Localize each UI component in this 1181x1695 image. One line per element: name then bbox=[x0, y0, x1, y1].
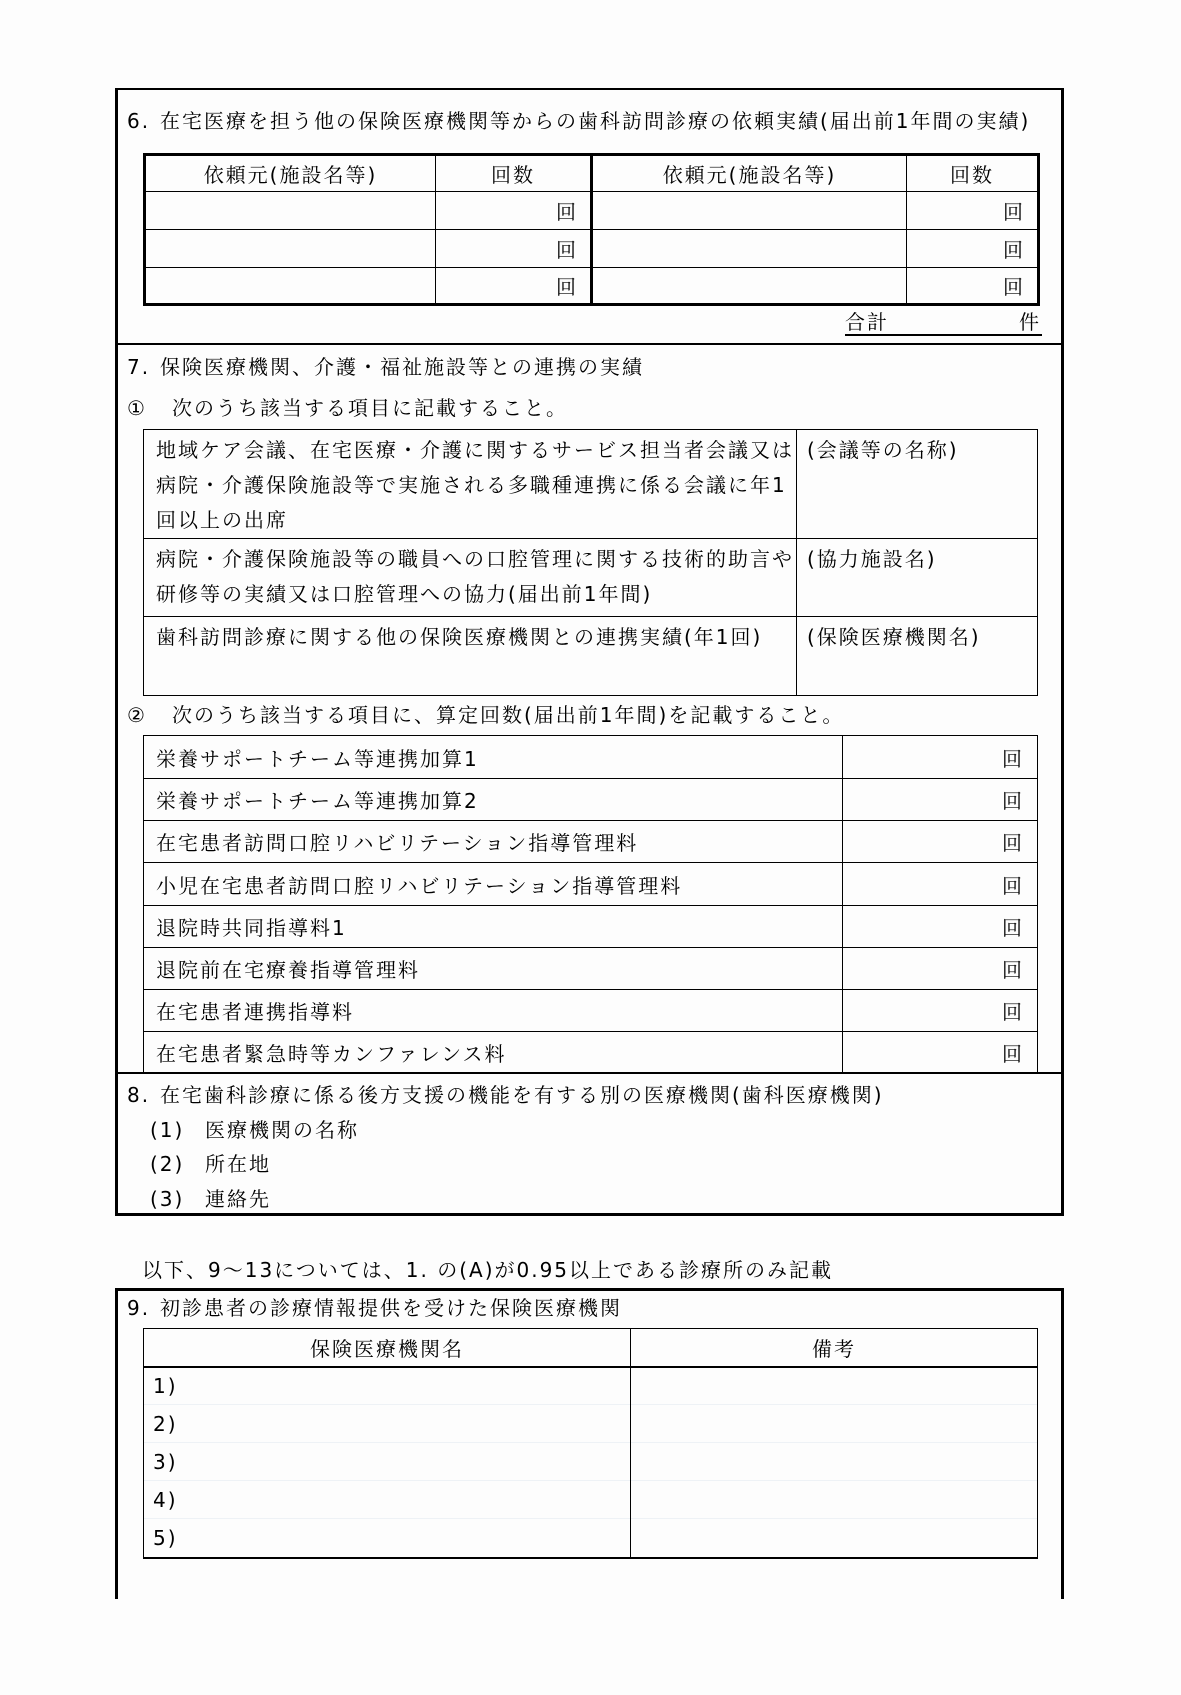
remarks-cell bbox=[631, 1519, 1038, 1558]
collaboration-description bbox=[144, 539, 797, 617]
requester-cell bbox=[592, 230, 907, 268]
section8-item-marker: (1) bbox=[150, 1118, 185, 1142]
total-label: 合計 bbox=[845, 310, 889, 334]
row-number: 4) bbox=[144, 1481, 631, 1519]
requester-cell bbox=[145, 230, 436, 268]
sub1-marker: ① bbox=[127, 396, 147, 420]
institution-name-cell: (保険医療機関名) bbox=[797, 617, 1038, 696]
section8-item-marker: (2) bbox=[150, 1152, 185, 1176]
section9-title: 初診患者の診療情報提供を受けた保険医療機関 bbox=[160, 1296, 622, 1320]
row-number: 1) bbox=[144, 1367, 631, 1405]
table-row bbox=[144, 1367, 1038, 1405]
header-institution-name: 保険医療機関名 bbox=[144, 1329, 631, 1367]
requester-cell bbox=[145, 192, 436, 230]
billing-item-label: 小児在宅患者訪問口腔リハビリテーション指導管理料 bbox=[144, 863, 843, 906]
count-cell: 回 bbox=[436, 268, 592, 305]
billing-item-label: 在宅患者緊急時等カンファレンス料 bbox=[144, 1032, 843, 1074]
header-requester-2: 依頼元(施設名等) bbox=[592, 155, 907, 192]
table-row bbox=[144, 948, 1038, 990]
description-line: 研修等の実績又は口腔管理への協力(届出前1年間) bbox=[156, 582, 653, 606]
section8-item-marker: (3) bbox=[150, 1187, 185, 1211]
count-cell: 回 bbox=[436, 230, 592, 268]
section6-title: 在宅医療を担う他の保険医療機関等からの歯科訪問診療の依頼実績(届出前1年間の実績) bbox=[160, 109, 1031, 133]
collaboration-description bbox=[144, 617, 797, 696]
section7-number: 7. bbox=[127, 355, 151, 379]
table-row bbox=[144, 1443, 1038, 1481]
row-number: 3) bbox=[144, 1443, 631, 1481]
section8-number: 8. bbox=[127, 1083, 151, 1107]
remarks-cell bbox=[631, 1367, 1038, 1405]
table-row bbox=[144, 430, 1038, 539]
billing-item-label: 在宅患者連携指導料 bbox=[144, 990, 843, 1032]
section7-title: 保険医療機関、介護・福祉施設等との連携の実績 bbox=[160, 355, 644, 379]
remarks-cell bbox=[631, 1443, 1038, 1481]
requester-cell bbox=[145, 268, 436, 305]
billing-item-label: 在宅患者訪問口腔リハビリテーション指導管理料 bbox=[144, 821, 843, 863]
table-row bbox=[144, 990, 1038, 1032]
section8-item-label: 医療機関の名称 bbox=[205, 1118, 359, 1142]
billing-count-cell: 回 bbox=[843, 779, 1038, 821]
table-row bbox=[144, 863, 1038, 906]
description-line: 病院・介護保険施設等で実施される多職種連携に係る会議に年1 bbox=[156, 473, 787, 497]
requester-cell bbox=[592, 268, 907, 305]
billing-count-cell: 回 bbox=[843, 821, 1038, 863]
row-number: 5) bbox=[144, 1519, 631, 1558]
billing-count-cell: 回 bbox=[843, 906, 1038, 948]
section8-item-label: 連絡先 bbox=[205, 1187, 271, 1211]
table-row bbox=[144, 821, 1038, 863]
section7-collaboration-table bbox=[143, 429, 1038, 696]
count-cell: 回 bbox=[907, 192, 1039, 230]
table-row bbox=[144, 779, 1038, 821]
section9-number: 9. bbox=[127, 1296, 151, 1320]
section8-title: 在宅歯科診療に係る後方支援の機能を有する別の医療機関(歯科医療機関) bbox=[160, 1083, 884, 1107]
billing-item-label: 栄養サポートチーム等連携加算1 bbox=[144, 736, 843, 779]
header-remarks: 備考 bbox=[631, 1329, 1038, 1367]
collaboration-description bbox=[144, 430, 797, 539]
total-unit: 件 bbox=[1019, 310, 1041, 334]
section9-institution-table bbox=[143, 1328, 1038, 1559]
header-count-2: 回数 bbox=[907, 155, 1039, 192]
table-row bbox=[144, 736, 1038, 779]
table-row bbox=[144, 1481, 1038, 1519]
table-row bbox=[144, 617, 1038, 696]
billing-count-cell: 回 bbox=[843, 863, 1038, 906]
total-underline bbox=[845, 334, 1042, 336]
header-requester-1: 依頼元(施設名等) bbox=[145, 155, 436, 192]
billing-item-label: 退院時共同指導料1 bbox=[144, 906, 843, 948]
table-row bbox=[144, 539, 1038, 617]
section-divider bbox=[115, 343, 1064, 345]
section6-request-table bbox=[143, 153, 1040, 306]
count-cell: 回 bbox=[907, 268, 1039, 305]
table-row bbox=[144, 1405, 1038, 1443]
note-text: 以下、9～13については、1. の(A)が0.95以上である診療所のみ記載 bbox=[142, 1258, 834, 1282]
billing-count-cell: 回 bbox=[843, 948, 1038, 990]
billing-count-cell: 回 bbox=[843, 1032, 1038, 1074]
billing-count-cell: 回 bbox=[843, 990, 1038, 1032]
count-cell: 回 bbox=[907, 230, 1039, 268]
table-row bbox=[145, 268, 1039, 305]
description-line: 地域ケア会議、在宅医療・介護に関するサービス担当者会議又は bbox=[156, 438, 794, 462]
description-line: 病院・介護保険施設等の職員への口腔管理に関する技術的助言や bbox=[156, 547, 794, 571]
sub2-marker: ② bbox=[127, 703, 147, 727]
table-row bbox=[144, 906, 1038, 948]
table-row bbox=[145, 230, 1039, 268]
remarks-cell bbox=[631, 1405, 1038, 1443]
sub1-instruction: 次のうち該当する項目に記載すること。 bbox=[172, 396, 568, 420]
billing-item-label: 栄養サポートチーム等連携加算2 bbox=[144, 779, 843, 821]
facility-name-cell: (協力施設名) bbox=[797, 539, 1038, 617]
billing-count-cell: 回 bbox=[843, 736, 1038, 779]
row-number: 2) bbox=[144, 1405, 631, 1443]
table-header-row bbox=[144, 1329, 1038, 1367]
description-line: 回以上の出席 bbox=[156, 508, 288, 532]
remarks-cell bbox=[631, 1481, 1038, 1519]
header-count-1: 回数 bbox=[436, 155, 592, 192]
count-cell: 回 bbox=[436, 192, 592, 230]
meeting-name-cell: (会議等の名称) bbox=[797, 430, 1038, 539]
table-row bbox=[144, 1032, 1038, 1074]
section-divider bbox=[115, 1072, 1064, 1074]
section7-billing-count-table bbox=[143, 735, 1038, 1074]
table-row bbox=[145, 192, 1039, 230]
section8-item-label: 所在地 bbox=[205, 1152, 271, 1176]
requester-cell bbox=[592, 192, 907, 230]
table-row bbox=[144, 1519, 1038, 1558]
billing-item-label: 退院前在宅療養指導管理料 bbox=[144, 948, 843, 990]
table-header-row bbox=[145, 155, 1039, 192]
sub2-instruction: 次のうち該当する項目に、算定回数(届出前1年間)を記載すること。 bbox=[172, 703, 845, 727]
section6-number: 6. bbox=[127, 109, 151, 133]
description-line: 歯科訪問診療に関する他の保険医療機関との連携実績(年1回) bbox=[156, 625, 763, 649]
